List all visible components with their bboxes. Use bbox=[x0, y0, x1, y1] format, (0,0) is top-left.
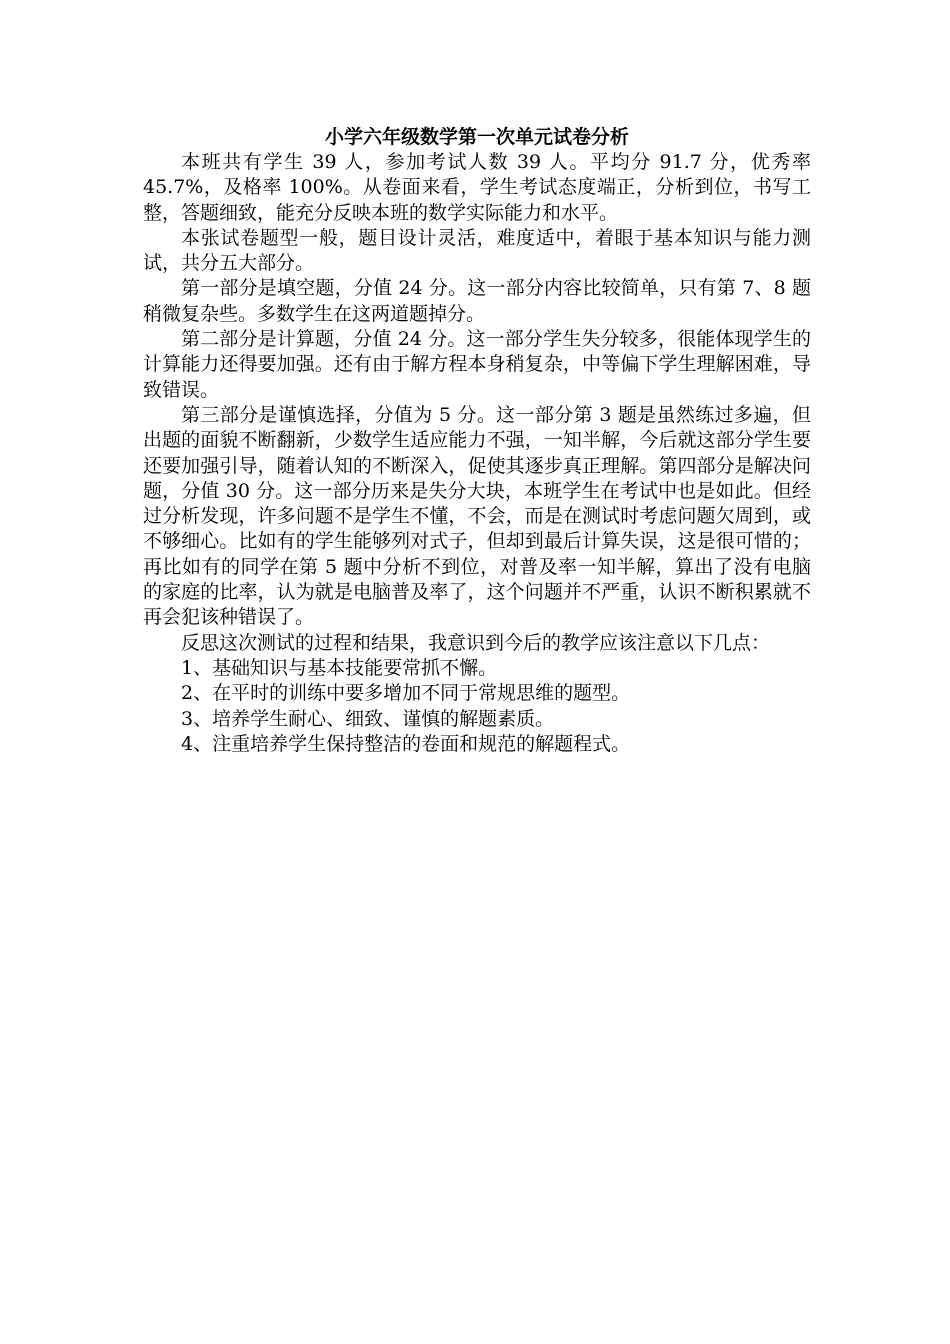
paragraph-part-three-four: 第三部分是谨慎选择，分值为 5 分。这一部分第 3 题是虽然练过多遍，但出题的面貌不断翻新，少数学生适应能力不强，一知半解，今后就这部分学生要还要加强引导，随着认知的不断深入，促使其逐步真正理解。第四部分是解决问题，分值 30 分。这一部分历来是失分大块，本班学生在考试中也是如此。但经过分析发现，许多问题不是学生不懂，不会，而是在测试时考虑问题欠周到，或不够细心。比如有的学生能够列对式子，但却到最后计算失误，这是很可惜的；再比如有的同学在第 5 题中分析不到位，对普及率一知半解，算出了没有电脑的家庭的比率，认为就是电脑普及率了，这个问题并不严重，认识不断积累就不再会犯该种错误了。 bbox=[143, 403, 811, 629]
document-title: 小学六年级数学第一次单元试卷分析 bbox=[324, 126, 629, 148]
list-item: 1、基础知识与基本技能要常抓不懈。 bbox=[181, 656, 498, 679]
reflection-points-list bbox=[143, 656, 811, 757]
paragraph-part-two: 第二部分是计算题，分值 24 分。这一部分学生失分较多，很能体现学生的计算能力还得要加强。还有由于解方程本身稍复杂，中等偏下学生理解困难，导致错误。 bbox=[143, 328, 811, 401]
paragraph-reflection: 反思这次测试的过程和结果，我意识到今后的教学应该注意以下几点： bbox=[181, 631, 771, 654]
list-item: 2、在平时的训练中要多增加不同于常规思维的题型。 bbox=[181, 682, 631, 705]
paragraph-paper-overview: 本张试卷题型一般，题目设计灵活，难度适中，着眼于基本知识与能力测试，共分五大部分。 bbox=[143, 226, 811, 275]
list-item: 4、注重培养学生保持整洁的卷面和规范的解题程式。 bbox=[181, 732, 631, 755]
paragraph-part-one: 第一部分是填空题，分值 24 分。这一部分内容比较简单，只有第 7、8 题稍微复杂些。多数学生在这两道题掉分。 bbox=[143, 277, 811, 325]
paragraph-class-summary: 本班共有学生 39 人，参加考试人数 39 人。平均分 91.7 分，优秀率 45.7%，及格率 100%。从卷面来看，学生考试态度端正，分析到位，书写工整，答题细致，能充分反映本班的数学实际能力和水平。 bbox=[143, 151, 811, 224]
list-item: 3、培养学生耐心、细致、谨慎的解题素质。 bbox=[181, 707, 555, 730]
document-page bbox=[143, 124, 811, 757]
